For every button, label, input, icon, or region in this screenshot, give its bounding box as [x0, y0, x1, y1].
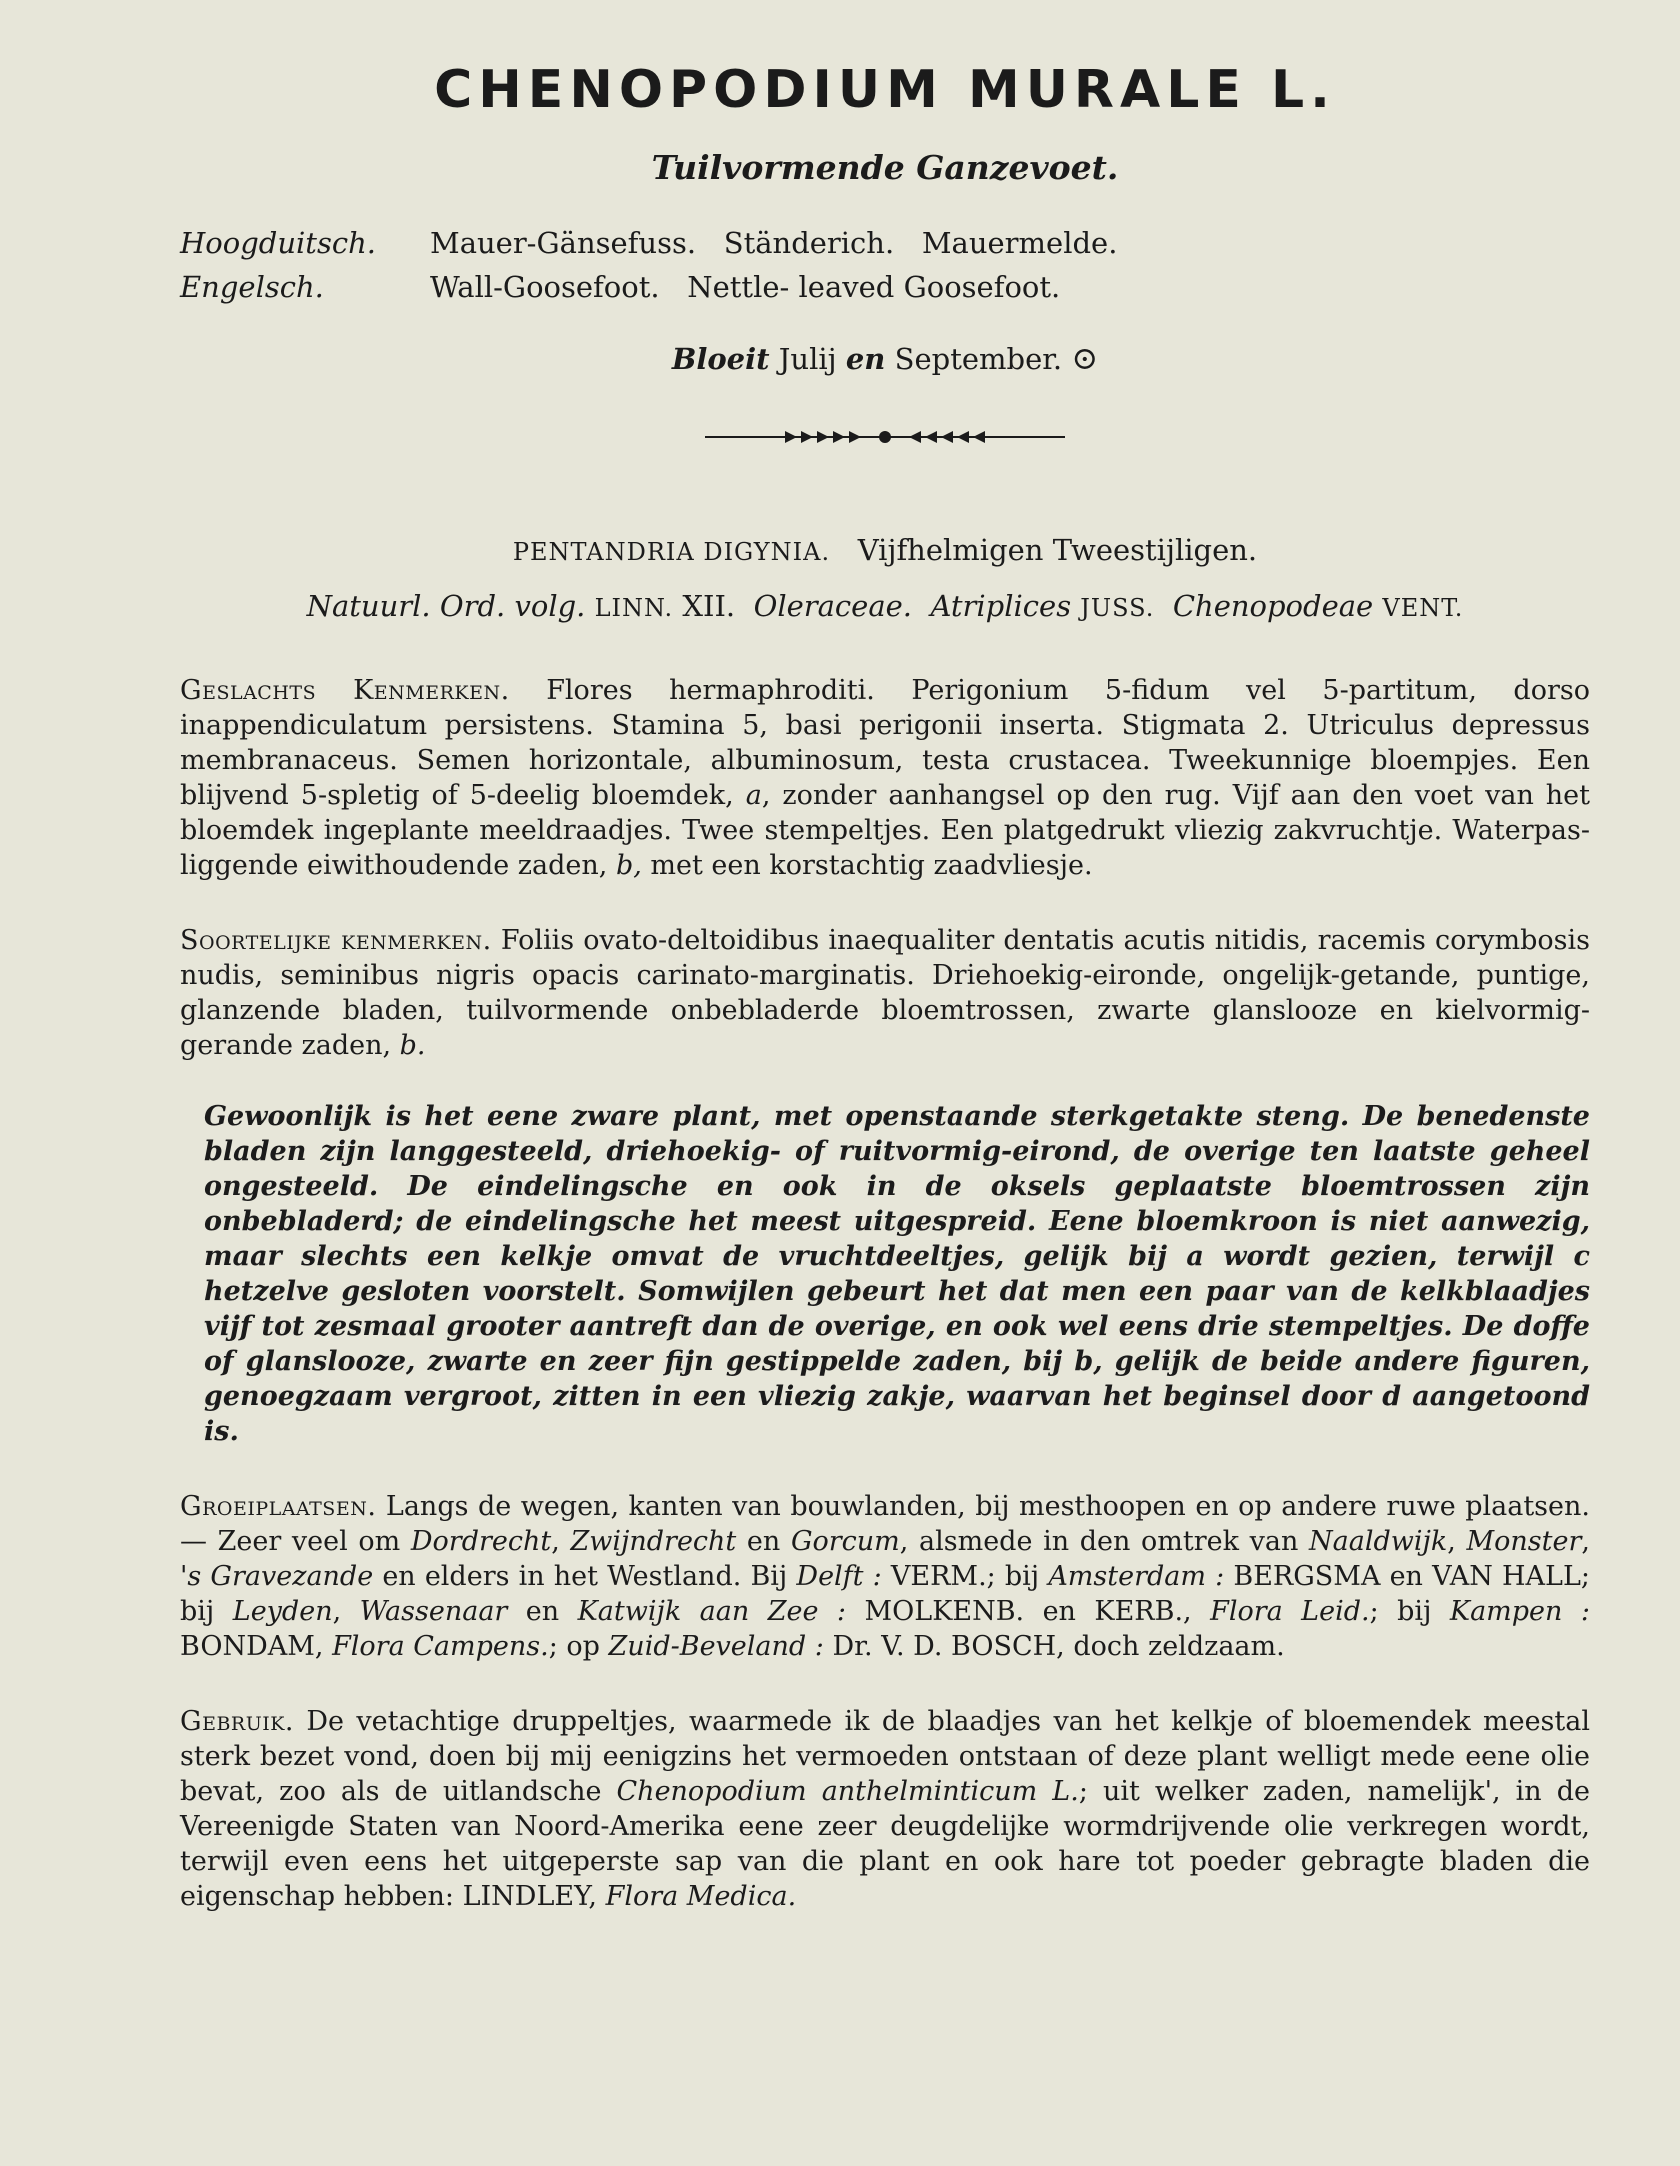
species-name: Chenopodium anthelminticum L.: [616, 1776, 1079, 1807]
place-name: Flora Campens.: [332, 1631, 549, 1662]
section-text: en: [736, 1526, 791, 1557]
section-text: Langs de wegen, kanten van bouwlanden, bij mesthoopen en op andere ruwe plaatsen. — Zeer veel om: [180, 1491, 1590, 1557]
bloom-month-1: Julij: [778, 342, 837, 376]
place-name: Delft :: [796, 1561, 882, 1592]
figure-ref: b.: [399, 1030, 426, 1061]
order-number: XII.: [682, 589, 736, 623]
section-text: De vetachtige druppeltjes, waarmede ik de blaadjes van het kelkje of bloemendek meestal sterk bezet vond, doen bij mij eenigzins het vermoeden ontstaan of deze plant welligt mede eene olie bevat, zoo als de uitlandsche: [180, 1706, 1590, 1807]
habitats: [180, 1489, 1590, 1664]
order-author: JUSS.: [1080, 594, 1155, 622]
place-name: Amsterdam :: [1048, 1561, 1225, 1592]
place-name: Wassenaar: [359, 1596, 508, 1627]
usage: [180, 1704, 1590, 1914]
section-text: BERGSMA en VAN HALL; bij: [180, 1561, 1590, 1627]
section-text: , zonder aanhangsel op den rug. Vijf aan den voet van het bloemdek ingeplante meeldraadjes. Twee stempeltjes. Een platgedrukt vliezig zakvruchtje. Waterpas-liggende eiwithoudende zaden,: [180, 780, 1591, 881]
name-text: Mauer-Gänsefuss. Ständerich. Mauermelde.: [430, 226, 1118, 260]
section-text: Dr. V. D. BOSCH, doch zeldzaam.: [823, 1631, 1285, 1662]
order-author: LINN.: [594, 594, 674, 622]
place-name: Katwijk aan Zee :: [577, 1596, 847, 1627]
section-text: ; uit welker zaden, namelijk', in de Vereenigde Staten van Noord-Amerika eene zeer deugdelijke wormdrijvende olie verkregen wordt, terwijl even eens het uitgeperste sap van die plant en ook hare tot poeder gebragte bladen die eigenschap hebben: LINDLEY,: [180, 1776, 1590, 1912]
section-text: VERM.; bij: [881, 1561, 1049, 1592]
order-author: VENT.: [1382, 594, 1464, 622]
section-text: MOLKENB. en KERB.,: [846, 1596, 1211, 1627]
section-text: ,: [551, 1526, 571, 1557]
section-heading: Gebruik.: [180, 1706, 295, 1737]
name-row: [180, 221, 1590, 265]
place-name: Zuid-Beveland :: [608, 1631, 824, 1662]
section-text: , alsmede in den omtrek van: [899, 1526, 1310, 1557]
place-name: Leyden: [232, 1596, 333, 1627]
bloom-and: en: [845, 342, 886, 376]
section-text: Flores hermaphroditi. Perigonium 5-fidum vel 5-partitum, dorso inappendiculatum persistens. Stamina 5, basi perigonii inserta. Stigmata 2. Utriculus depressus membranaceus. Semen horizontale, albuminosum, testa crustacea. Tweekunnige bloempjes. Een blijvend 5-spletig of 5-deelig bloemdek,: [180, 675, 1590, 811]
section-heading: Soortelijke kenmerken.: [180, 925, 492, 956]
classification: [180, 533, 1590, 567]
figure-ref: a: [745, 780, 762, 811]
order-name: Atriplices: [930, 589, 1072, 623]
natural-order: [180, 589, 1590, 623]
section-text: BONDAM,: [180, 1631, 333, 1662]
description: Gewoonlijk is het eene zware plant, met openstaande sterkgetakte steng. De benedenste bladen zijn langgesteeld, driehoekig- of ruitvormig-eirond, de overige ten laatste geheel ongesteeld. De eindelingsche en ook in de oksels geplaatste bloemtrossen zijn onbebladerd; de eindelingsche het meest uitgespreid. Eene bloemkroon is niet aanwezig, maar slechts een kelkje omvat de vruchtdeeltjes, gelijk bij a wordt gezien, terwijl c hetzelve gesloten voorstelt. Somwijlen gebeurt het dat men een paar van de kelkblaadjes vijf tot zesmaal grooter aantreft dan de overige, en ook wel eens drie stempeltjes. De doffe of glanslooze, zwarte en zeer fijn gestippelde zaden, bij b, gelijk de beide andere figuren, genoegzaam vergroot, zitten in een vliezig zakje, waarvan het beginsel door d aangetoond is.: [204, 1101, 1590, 1447]
place-name: Flora Leid.: [1210, 1596, 1370, 1627]
ornament-divider: [180, 427, 1590, 447]
section-heading: Groeiplaatsen.: [180, 1491, 377, 1522]
name-language: Engelsch.: [180, 270, 324, 304]
reference-title: Flora Medica.: [605, 1881, 797, 1912]
annual-symbol-icon: ⊙: [1071, 339, 1099, 377]
section-text: ,: [1581, 1526, 1590, 1557]
section-text: en elders in het Westland. Bij: [373, 1561, 797, 1592]
section-text: met een korstachtig zaadvliesje.: [641, 850, 1093, 881]
place-name: 's Gravezande: [180, 1561, 374, 1592]
section-text: Foliis ovato-deltoidibus inaequaliter dentatis acutis nitidis, racemis corymbosis nudis, seminibus nigris opacis carinato-marginatis. Driehoekig-eironde, ongelijk-getande, puntige, glanzende bladen, tuilvormende onbebladerde bloemtrossen, zwarte glanslooze en kielvormig-gerande zaden,: [180, 925, 1590, 1061]
order-text: Natuurl. Ord. volg.: [306, 589, 586, 623]
place-name: Dordrecht: [410, 1526, 552, 1557]
section-text: en: [507, 1596, 578, 1627]
section-heading: Geslachts Kenmerken.: [180, 675, 510, 706]
page-title: CHENOPODIUM MURALE L.: [434, 60, 1336, 120]
name-row: [180, 265, 1590, 309]
bloom-label: Bloeit: [671, 342, 770, 376]
place-name: Monster: [1466, 1526, 1582, 1557]
section-text: ; op: [548, 1631, 609, 1662]
figure-ref: b,: [615, 850, 642, 881]
section-text: ,: [1447, 1526, 1467, 1557]
place-name: Naaldwijk: [1309, 1526, 1448, 1557]
order-name: Oleraceae.: [753, 589, 913, 623]
name-text: Wall-Goosefoot. Nettle- leaved Goosefoot.: [430, 270, 1061, 304]
bloom-line: [180, 339, 1590, 377]
vernacular-names: [180, 221, 1590, 309]
section-text: ; bij: [1369, 1596, 1450, 1627]
place-name: Kampen :: [1449, 1596, 1590, 1627]
bloom-month-2: September.: [894, 342, 1063, 376]
section-text: ,: [332, 1596, 360, 1627]
place-name: Gorcum: [790, 1526, 900, 1557]
dutch-class: Vijfhelmigen Tweestijligen.: [857, 533, 1258, 567]
page-subtitle: Tuilvormende Ganzevoet.: [651, 148, 1119, 187]
linnaean-class: PENTANDRIA DIGYNIA.: [512, 538, 831, 566]
ornament-icon: [705, 427, 1065, 447]
name-language: Hoogduitsch.: [180, 226, 376, 260]
place-name: Zwijndrecht: [570, 1526, 737, 1557]
order-name: Chenopodeae: [1172, 589, 1374, 623]
genus-characters: [180, 673, 1590, 883]
species-characters: [180, 923, 1590, 1063]
